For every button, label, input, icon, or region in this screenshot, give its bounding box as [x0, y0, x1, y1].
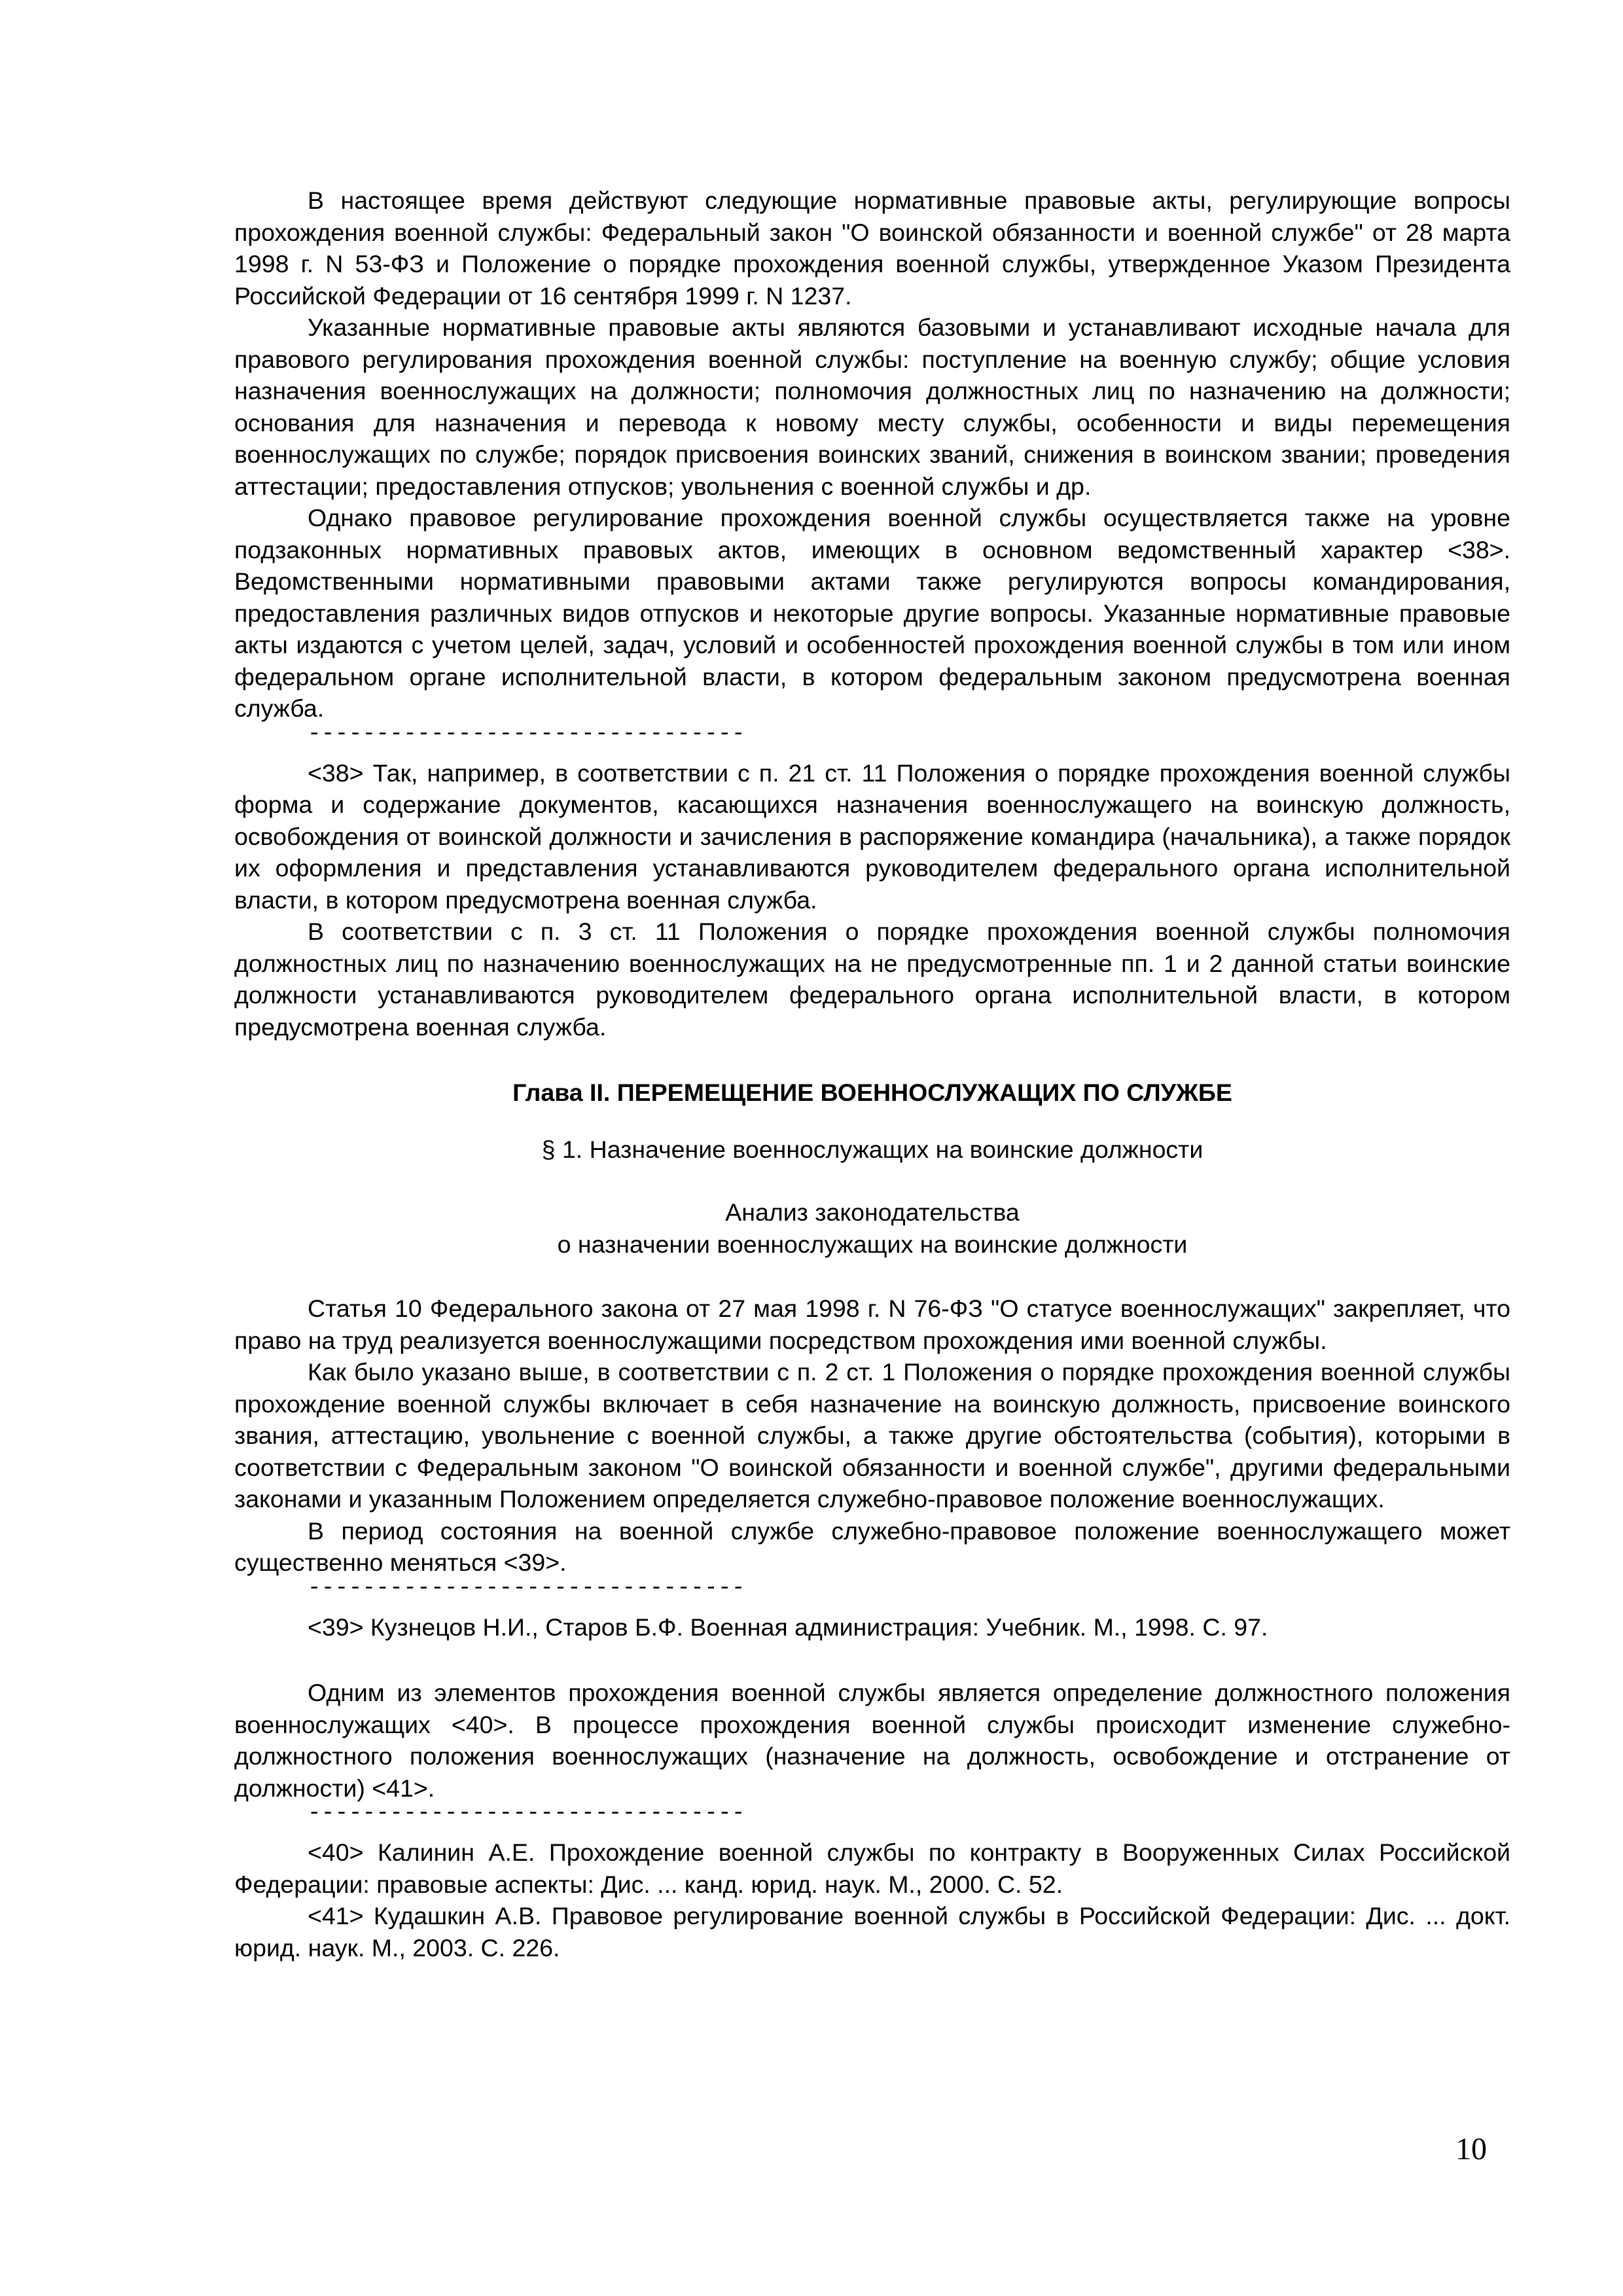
intro-paragraph-1: В настоящее время действуют следующие нормативные правовые акты, регулирующие вопросы прохождения военной службы: Федеральный закон "О воинской обязанности и военной службе" от 28 марта 1998 г. N 53-ФЗ и Положение о порядке прохождения военной службы, утвержденное Указом Президента Российской Федерации от 16 сентября 1999 г. N 1237.: [234, 187, 1510, 310]
analysis-title: [234, 1196, 1510, 1260]
footnote-38-continuation: В соответствии с п. 3 ст. 11 Положения о порядке прохождения военной службы полномочия должностных лиц по назначению военнослужащих на не предусмотренные пп. 1 и 2 данной статьи воинские должности устанавливаются руководителем федерального органа исполнительной власти, в котором предусмотрена военная служба.: [234, 918, 1510, 1041]
spacer: [234, 744, 1510, 757]
body-paragraph-1: Статья 10 Федерального закона от 27 мая 1998 г. N 76-ФЗ "О статусе военнослужащих" закрепляет, что право на труд реализуется военнослужащими посредством прохождения ими военной службы.: [234, 1295, 1510, 1354]
analysis-title-line-1: Анализ законодательства: [725, 1198, 1020, 1226]
body-paragraph-3: В период состояния на военной службе служебно-правовое положение военнослужащего может существенно меняться <39>.: [234, 1516, 1510, 1576]
footnote-separator: --------------------------------: [308, 1804, 745, 1823]
intro-paragraph-3: Однако правовое регулирование прохождения военной службы осуществляется также на уровне подзаконных нормативных правовых актов, имеющих в основном ведомственный характер <38>. Ведомственными нормативными правовыми актами также регулируются вопросы командирования, предоставления различных видов отпусков и некоторые другие вопросы. Указанные нормативные правовые акты издаются с учетом целей, задач, условий и особенностей прохождения военной службы в том или ином федеральном органе исполнительной власти, в котором федеральным законом предусмотрена военная служба.: [234, 504, 1510, 722]
page-number: 10: [1455, 2132, 1487, 2166]
spacer: [234, 1598, 1510, 1611]
footnote-38: <38> Так, например, в соответствии с п. 21 ст. 11 Положения о порядке прохождения военной службы форма и содержание документов, касающихся назначения военнослужащего на воинскую должность, освобождения от воинской должности и зачисления в распоряжение командира (начальника), а также порядок их оформления и представления устанавливаются руководителем федерального органа исполнительной власти, в котором предусмотрена военная служба.: [234, 759, 1510, 914]
intro-paragraph-2: Указанные нормативные правовые акты являются базовыми и устанавливают исходные начала для правового регулирования прохождения военной службы: поступление на военную службу; общие условия назначения военнослужащих на должности; полномочия должностных лиц по назначению на должности; основания для назначения и перевода к новому месту службы, особенности и виды перемещения военнослужащих по службе; порядок присвоения воинских званий, снижения в воинском звании; проведения аттестации; предоставления отпусков; увольнения с военной службы и др.: [234, 314, 1510, 500]
footnote-separator: --------------------------------: [308, 724, 745, 744]
chapter-title: Глава II. ПЕРЕМЕЩЕНИЕ ВОЕННОСЛУЖАЩИХ ПО СЛУЖБЕ: [512, 1079, 1232, 1106]
document-page: [234, 185, 1510, 1964]
footnote-41: <41> Кудашкин А.В. Правовое регулирование военной службы в Российской Федерации: Дис. ... докт. юрид. наук. М., 2003. С. 226.: [234, 1902, 1510, 1962]
analysis-title-line-2: о назначении военнослужащих на воинские должности: [557, 1230, 1188, 1258]
footnote-separator: --------------------------------: [308, 1578, 745, 1598]
footnote-39: <39> Кузнецов Н.И., Старов Б.Ф. Военная администрация: Учебник. М., 1998. С. 97.: [308, 1613, 1268, 1641]
body-section: [234, 1293, 1510, 1579]
spacer: [234, 1823, 1510, 1837]
closing-paragraph: Одним из элементов прохождения военной службы является определение должностного положения военнослужащих <40>. В процессе прохождения военной службы происходит изменение служебно-должностного положения военнослужащих (назначение на должность, освобождение и отстранение от должности) <41>.: [234, 1679, 1510, 1802]
body-paragraph-2: Как было указано выше, в соответствии с п. 2 ст. 1 Положения о порядке прохождения военной службы прохождение военной службы включает в себя назначение на воинскую должность, присвоение воинского звания, аттестацию, увольнение с военной службы, а также другие обстоятельства (события), которыми в соответствии с Федеральным законом "О воинской обязанности и военной службе", другими федеральными законами и указанным Положением определяется служебно-правовое положение военнослужащих.: [234, 1358, 1510, 1513]
section-title: § 1. Назначение военнослужащих на воинские должности: [541, 1135, 1204, 1163]
footnote-40: <40> Калинин А.Е. Прохождение военной службы по контракту в Вооруженных Силах Российской Федерации: правовые аспекты: Дис. ... канд. юрид. наук. М., 2000. С. 52.: [234, 1839, 1510, 1898]
spacer: [234, 1643, 1510, 1677]
